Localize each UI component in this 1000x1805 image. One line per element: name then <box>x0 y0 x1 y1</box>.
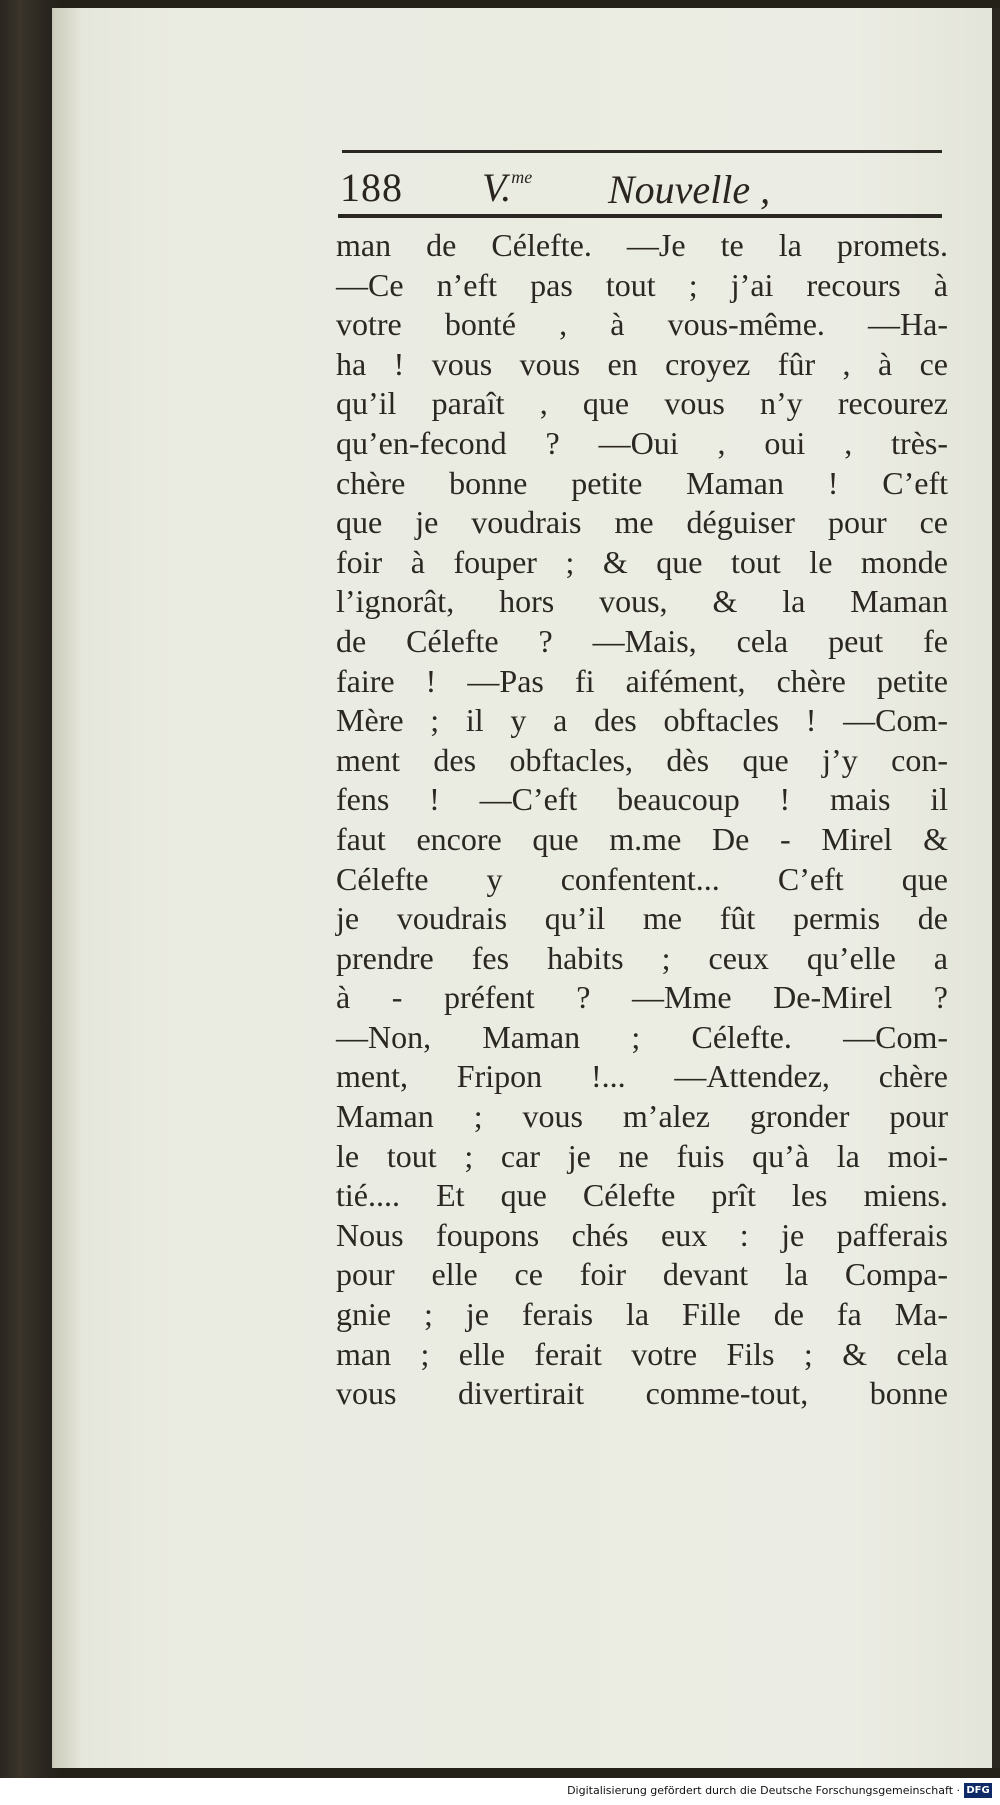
text-line: vous divertirait comme-tout, bonne <box>336 1375 948 1412</box>
header-rule-top <box>342 150 942 153</box>
text-line: fens ! —C’eft beaucoup ! mais il <box>336 781 948 818</box>
text-line: faire ! —Pas fi aifément, chère petite <box>336 662 948 699</box>
text-line: —Non, Maman ; Célefte. —Com- <box>336 1018 948 1055</box>
running-head <box>340 160 940 220</box>
digitization-footer <box>0 1778 1000 1805</box>
text-line: man de Célefte. —Je te la promets. <box>336 227 948 263</box>
text-line: ha ! vous vous en croyez fûr , à ce <box>336 345 948 382</box>
body-text <box>336 226 948 1414</box>
volume-label: V. <box>482 165 512 210</box>
text-line: —Ce n’eft pas tout ; j’ai recours à <box>336 266 948 303</box>
text-line: que je voudrais me déguiser pour ce <box>336 504 948 541</box>
volume-mark <box>482 164 532 211</box>
page-number: 188 <box>340 165 403 210</box>
page-edge <box>992 8 1000 1768</box>
text-line: chère bonne petite Maman ! C’eft <box>336 464 948 501</box>
text-line: pour elle ce foir devant la Compa- <box>336 1256 948 1293</box>
text-line: le tout ; car je ne fuis qu’à la moi- <box>336 1137 948 1174</box>
text-line: prendre fes habits ; ceux qu’elle a <box>336 939 948 976</box>
text-line: ment des obftacles, dès que j’y con- <box>336 741 948 778</box>
text-line: Maman ; vous m’alez gronder pour <box>336 1098 948 1135</box>
text-line: je voudrais qu’il me fût permis de <box>336 900 948 937</box>
text-line: Mère ; il y a des obftacles ! —Com- <box>336 702 948 739</box>
text-line: foir à fouper ; & que tout le monde <box>336 543 948 580</box>
dfg-logo: DFG <box>964 1783 992 1798</box>
volume-superscript: me <box>511 167 533 187</box>
running-head-title: Nouvelle , <box>608 167 771 212</box>
text-line: tié.... Et que Célefte prît les miens. <box>336 1177 948 1214</box>
text-line: Célefte y confentent... C’eft que <box>336 860 948 897</box>
text-line: qu’il paraît , que vous n’y recourez <box>336 385 948 422</box>
text-line: gnie ; je ferais la Fille de fa Ma- <box>336 1296 948 1333</box>
text-line: l’ignorât, hors vous, & la Maman <box>336 583 948 620</box>
text-line: à - préfent ? —Mme De-Mirel ? <box>336 979 948 1016</box>
text-line: man ; elle ferait votre Fils ; & cela <box>336 1335 948 1372</box>
footer-credit: Digitalisierung gefördert durch die Deutsche Forschungsgemeinschaft · <box>567 1784 960 1797</box>
header-rule-bottom <box>338 214 942 218</box>
text-line: Nous foupons chés eux : je pafferais <box>336 1216 948 1253</box>
text-line: qu’en-fecond ? —Oui , oui , très- <box>336 424 948 461</box>
text-line: de Célefte ? —Mais, cela peut fe <box>336 622 948 659</box>
text-line: faut encore que m.me De - Mirel & <box>336 820 948 857</box>
text-line: votre bonté , à vous-même. —Ha- <box>336 306 948 343</box>
page-gutter <box>54 8 80 1768</box>
text-line: ment, Fripon !... —Attendez, chère <box>336 1058 948 1095</box>
